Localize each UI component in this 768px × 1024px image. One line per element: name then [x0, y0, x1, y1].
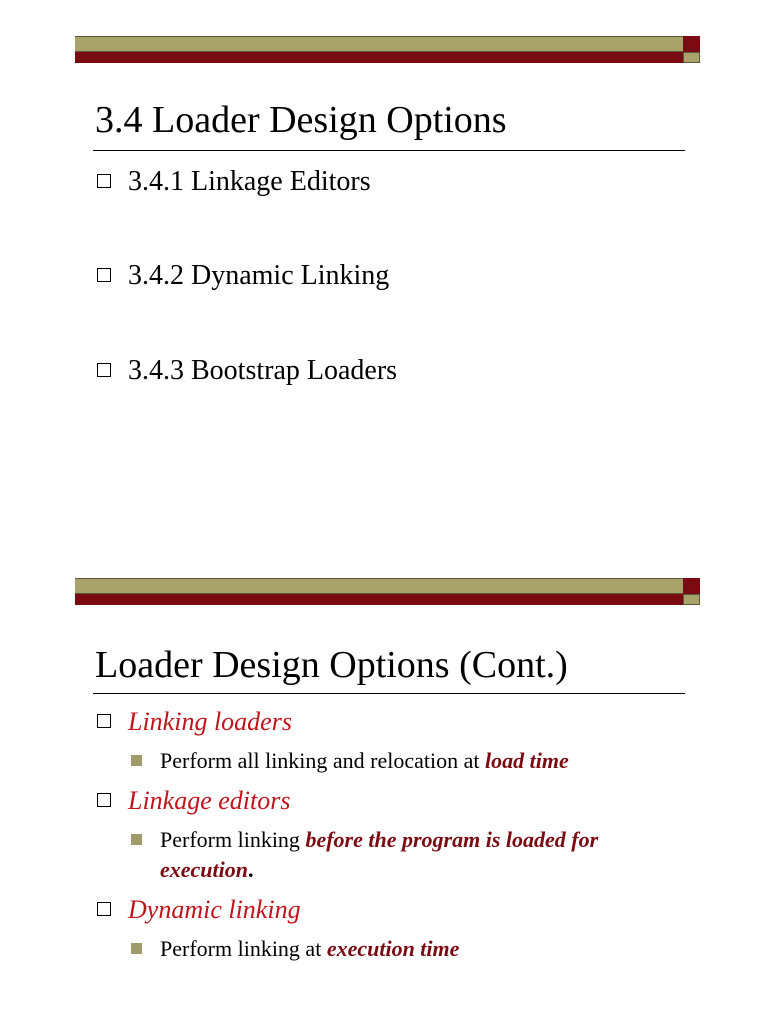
list-item-label: 3.4.3 Bootstrap Loaders	[128, 355, 398, 386]
slide-title: 3.4 Loader Design Options	[95, 99, 507, 141]
list-item	[0, 258, 768, 298]
header-bar-olive-stripe	[75, 578, 683, 594]
sub-item-emphasis: before the program is loaded for	[305, 827, 599, 852]
sub-item-plain-text: Perform linking	[160, 827, 306, 852]
filled-square-bullet-icon	[131, 834, 142, 845]
sub-item-emphasis: load time	[485, 748, 569, 773]
title-divider	[93, 150, 685, 151]
sub-item-trailing-punctuation: .	[248, 857, 254, 882]
hollow-square-bullet-icon	[97, 902, 111, 916]
header-bar-maroon-stripe	[75, 594, 683, 605]
sub-item-emphasis-continuation: execution	[160, 857, 248, 882]
hollow-square-bullet-icon	[97, 714, 111, 728]
header-bar-corner-square-bottom	[683, 52, 700, 63]
hollow-square-bullet-icon	[97, 174, 111, 188]
sub-item-plain-text: Perform linking at	[160, 936, 327, 961]
header-bar-olive-stripe	[75, 36, 683, 52]
list-item	[0, 785, 768, 819]
slide-header-bar	[75, 36, 700, 63]
slide-2	[0, 540, 768, 1024]
hollow-square-bullet-icon	[97, 793, 111, 807]
list-item-label: Linking loaders	[128, 707, 292, 736]
header-bar-corner-square-top	[683, 578, 700, 594]
sub-item-text	[160, 825, 598, 855]
list-item	[0, 353, 768, 393]
list-item-label: 3.4.1 Linkage Editors	[128, 166, 371, 197]
sub-item-emphasis: execution time	[326, 936, 460, 961]
hollow-square-bullet-icon	[97, 268, 111, 282]
list-item-label: Linkage editors	[128, 786, 291, 815]
sub-item-plain-text: Perform all linking and relocation at	[160, 748, 486, 773]
slide-header-bar	[75, 578, 700, 605]
list-item	[0, 894, 768, 928]
slide-title: Loader Design Options (Cont.)	[95, 644, 568, 686]
list-item	[0, 706, 768, 740]
list-item-label: 3.4.2 Dynamic Linking	[128, 260, 390, 291]
list-item-label: Dynamic linking	[128, 895, 301, 924]
hollow-square-bullet-icon	[97, 363, 111, 377]
list-item	[0, 164, 768, 204]
filled-square-bullet-icon	[131, 755, 142, 766]
title-divider	[93, 693, 685, 694]
sub-item-text	[160, 746, 569, 776]
sub-item-text	[160, 934, 459, 964]
header-bar-corner-square-bottom	[683, 594, 700, 605]
header-bar-maroon-stripe	[75, 52, 683, 63]
sub-item-continuation	[160, 855, 254, 885]
filled-square-bullet-icon	[131, 943, 142, 954]
header-bar-corner-square-top	[683, 36, 700, 52]
